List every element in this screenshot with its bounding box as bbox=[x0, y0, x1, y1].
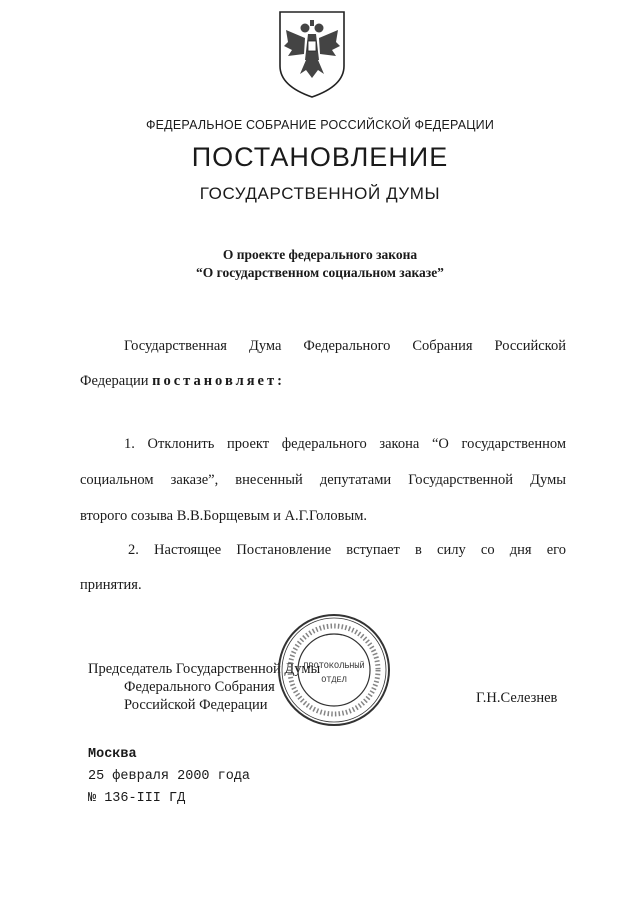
subject-line-1: О проекте федерального закона bbox=[222, 247, 418, 262]
subject-line-2: “О государственном социальном заказе” bbox=[196, 265, 444, 280]
intro-line-2 bbox=[80, 373, 285, 390]
item1-line-3: второго созыва В.В.Борщевым и А.Г.Головым. bbox=[80, 508, 368, 524]
stamp-center-text-2: ОТДЕЛ bbox=[321, 675, 347, 685]
stamp-icon bbox=[276, 612, 392, 728]
item2-line-1: 2. Настоящее Постановление вступает в силу со дня его bbox=[128, 542, 566, 558]
footer-number: № 136-III ГД bbox=[88, 791, 186, 806]
resolves-word: постановляет: bbox=[152, 373, 285, 389]
signatory-name: Г.Н.Селезнев bbox=[476, 690, 558, 706]
document-footer bbox=[88, 744, 250, 810]
item1-line-2: социальном заказе”, внесенный депутатами Государственной Думы bbox=[80, 472, 566, 488]
item2-line-2: принятия. bbox=[80, 577, 142, 593]
signature-line-1: Председатель Государственной Думы bbox=[88, 661, 321, 677]
intro-line-2-start: Федерации bbox=[80, 373, 149, 389]
document-type-sub: ГОСУДАРСТВЕННОЙ ДУМЫ bbox=[199, 184, 441, 203]
signature-line-2: Федерального Собрания bbox=[124, 679, 275, 695]
document-type: ПОСТАНОВЛЕНИЕ bbox=[191, 142, 449, 172]
footer-city: Москва bbox=[88, 747, 137, 762]
document-subject bbox=[0, 246, 640, 282]
signature-line-3: Российской Федерации bbox=[124, 697, 268, 713]
item1-line-1: 1. Отклонить проект федерального закона “О государственном bbox=[124, 436, 566, 452]
intro-line-1: Государственная Дума Федерального Собрания Российской bbox=[124, 338, 566, 354]
emblem-icon bbox=[272, 8, 352, 100]
stamp-center-text: ПРОТОКОЛЬНЫЙ bbox=[303, 661, 365, 671]
footer-date: 25 февраля 2000 года bbox=[88, 769, 251, 784]
organization-name: ФЕДЕРАЛЬНОЕ СОБРАНИЕ РОССИЙСКОЙ ФЕДЕРАЦИИ bbox=[145, 118, 495, 132]
